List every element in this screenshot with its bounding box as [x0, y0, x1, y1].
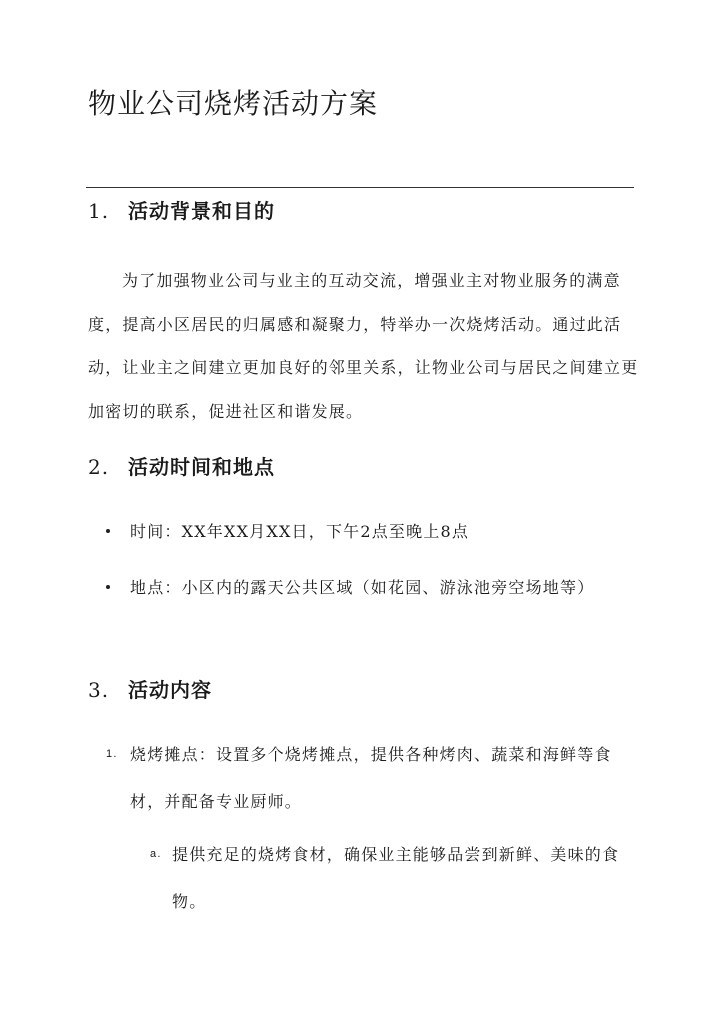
section-title: 活动内容 [128, 678, 212, 702]
section-number: 1. [88, 199, 110, 223]
numbered-item-text: 烧烤摊点：设置多个烧烤摊点，提供各种烤肉、蔬菜和海鲜等食材，并配备专业厨师。 [130, 745, 612, 811]
section-title: 活动背景和目的 [128, 199, 275, 223]
bullet-text: 时间：XX年XX月XX日，下午2点至晚上8点 [130, 522, 470, 541]
title-divider [86, 187, 634, 188]
section-number: 3. [88, 678, 110, 702]
numbered-item-bbq-stalls [106, 731, 636, 825]
background-paragraph: 为了加强物业公司与业主的互动交流，增强业主对物业服务的满意度，提高小区居民的归属感和凝聚力，特举办一次烧烤活动。通过此活动，让业主之间建立更加良好的邻里关系，让物业公司与居民之间建立更加密切的联系，促进社区和谐发展。 [88, 271, 639, 421]
bullet-item-place [106, 566, 636, 609]
section-heading-content [88, 675, 212, 705]
bullet-text: 地点：小区内的露天公共区域（如花园、游泳池旁空场地等） [130, 578, 595, 597]
bullet-item-time [106, 510, 636, 553]
section-heading-background [88, 196, 275, 226]
list-marker: a. [150, 848, 162, 860]
sub-item-text: 提供充足的烧烤食材，确保业主能够品尝到新鲜、美味的食物。 [172, 845, 620, 911]
section-number: 2. [88, 455, 110, 479]
section-heading-time-place [88, 452, 275, 482]
document-title: 物业公司烧烤活动方案 [88, 87, 379, 120]
bullet-dot-icon [106, 585, 110, 589]
section-title: 活动时间和地点 [128, 455, 275, 479]
list-marker: 1. [106, 748, 118, 760]
sub-item-ingredients [150, 831, 640, 925]
bullet-dot-icon [106, 529, 110, 533]
